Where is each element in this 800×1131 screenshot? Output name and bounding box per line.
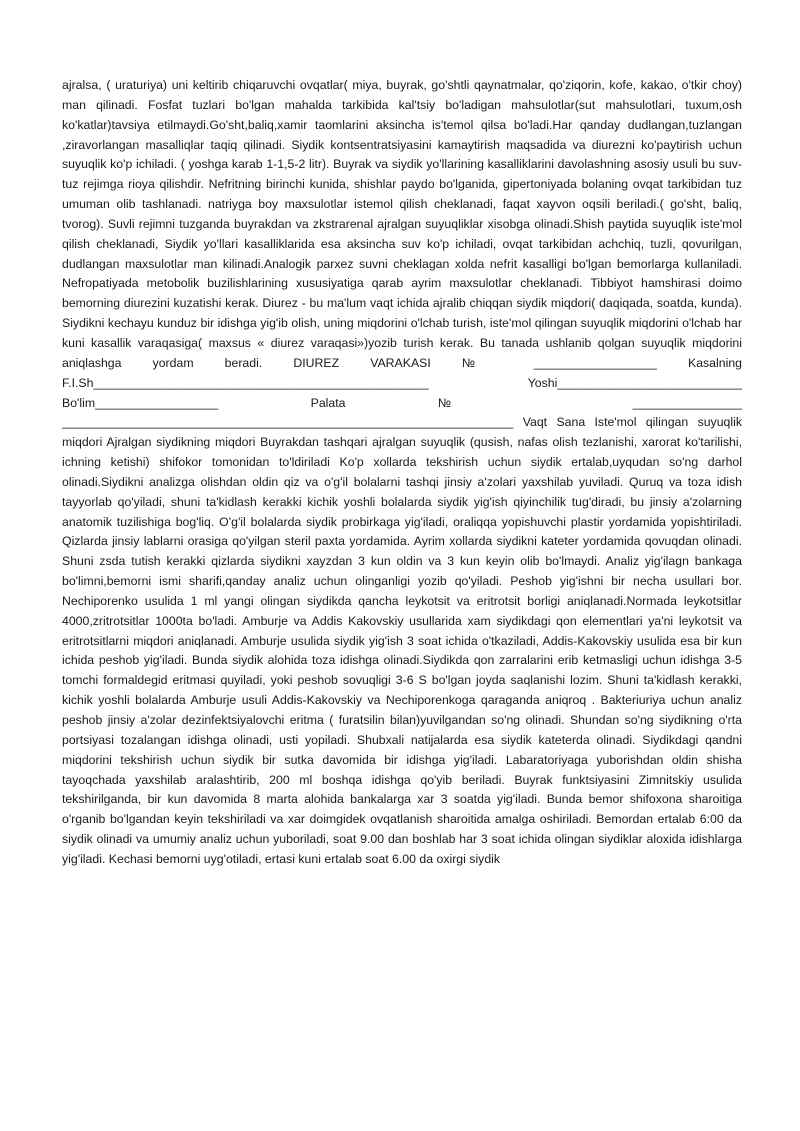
document-page bbox=[62, 76, 742, 870]
body-paragraph: ajralsa, ( uraturiya) uni keltirib chiqaruvchi ovqatlar( miya, buyrak, go'shtli qaynatmalar, qo'ziqorin, kofe, kakao, o'tkir choy) man qilinadi. Fosfat tuzlari bo'lgan mahalda tarkibida kal'tsiy bo'ladigan mahsulotlar(sut mahsulotlari, tuxum,osh ko'katlar)tavsiya etilmaydi.Go'sht,baliq,xamir taomlarini aksincha is'temol qilsa bo'ladi.Har qanday dudlangan,tuzlangan ,ziravorlangan masalliqlar taqiq qilinadi. Siydik kontsentratsiyasini kamaytirish maqsadida va diurezni ko'paytirish uchun suyuqlik ko'p ichiladi. ( yoshga karab 1-1,5-2 litr). Buyrak va siydik yo'llarining kasalliklarini davolashning asosiy usuli bu suv-tuz rejimga rioya qilishdir. Nefritning birinchi kunida, shishlar paydo bo'lganida, gipertoniyada bolaning ovqat tarkibidan tuz umuman olib tashlanadi. natriyga boy maxsulotlar istemol qilish cheklanadi, faqat xayvon oqsili beriladi.( go'sht, baliq, tvorog). Suvli rejimni tuzganda buyrakdan va zkstrarenal ajralgan suyuqliklar xisobga olinadi.Shish paytida suyuqlik iste'mol qilish cheklanadi, Siydik yo'llari kasalliklarida esa aksincha suv ko'p ichiladi, ovqat tarkibidan achchiq, tuzli, qovurilgan, dudlangan maxsulotlar man kilinadi.Analogik parxez suvni cheklagan xolda nefrit kasalligi bo'lgan bemorlarga kullaniladi. Nefropatiyada metobolik buzilishlarining xususiyatiga qarab ayrim maxsulotlar cheklanadi. Tibbiyot hamshirasi doimo bemorning diurezini kuzatishi kerak. Diurez - bu ma'lum vaqt ichida ajralib chiqqan siydik miqdori( daqiqada, soatda, kunda). Siydikni kechayu kunduz bir idishga yig'ib olish, uning miqdorini o'lchab turish, iste'mol qilingan suyuqlik miqdorini o'lchab har kuni kasallik varaqasiga( maxsus « diurez varaqasi»)yozib turish kerak. Bu tanada ushlanib qolgan suyuqlik miqdorini aniqlashga yordam beradi. DIUREZ VARAKASI № __________________ Kasalning F.I.Sh_________________________________________________ Yoshi___________________________ Bo'lim__________________ Palata № ________________ __________________________________________________________________ Vaqt Sana Iste'mol qilingan suyuqlik miqdori Ajralgan siydikning miqdori Buyrakdan tashqari ajralgan suyuqlik (qusish, nafas olish tezlanishi, xarorat ko'tarilishi, ichning ketishi) shifokor tomonidan to'ldiriladi Ko'p xollarda tekshirish uchun siydik ertalab,uyqudan so'ng darhol olinadi.Siydikni analizga olishdan oldin qiz va o'g'il bolalarni tashqi jinsiy a'zolari yaxshilab yuviladi. Quruq va toza idish tayyorlab qo'yiladi, shuni ta'kidlash kerakki kichik yoshli bolalarda siydik yig'ish qiyinchilik tug'diradi, bu jinsiy a'zolarning anatomik tuzilishiga bog'liq. O'g'il bolalarda siydik probirkaga yig'iladi, oraliqqa yopishuvchi plastir yordamida yopishtiriladi. Qizlarda jinsiy lablarni orasiga qo'yilgan steril paxta yordamida. Ayrim xollarda siydikni kateter yordamida qovuqdan olinadi. Shuni zsda tutish kerakki qizlarda siydikni xayzdan 3 kun oldin va 3 kun keyin olib bo'lmaydi. Analiz yig'ilagn bankaga bo'limni,bemorni ismi sharifi,qanday analiz uchun olinganligi yozib qo'yiladi. Peshob yig'ishni bir necha usullari bor. Nechiporenko usulida 1 ml yangi olingan siydikda qancha leykotsit va eritrotsit borligi aniqlanadi.Normada leykotsitlar 4000,zritrotsitlar 1000ta bo'ladi. Amburje va Addis Kakovskiy usullarida xam siydikdagi qon elementlari ya'ni leykotsit va eritrotsitlarni miqdori aniqlanadi. Amburje usulida siydik yig'ish 3 soat ichida o'tkaziladi, Addis-Kakovskiy usulida esa bir kun ichida peshob yig'iladi. Bunda siydik alohida toza idishga olinadi.Siydikda qon zarralarini erib ketmasligi uchun idishga 3-5 tomchi formaldegid eritmasi quyiladi, yoki peshob sovuqligi 3-6 S bo'lgan joyda saqlanishi lozim. Shuni ta'kidlash kerakki, kichik yoshli bolalarda Amburje usuli Addis-Kakovskiy va Nechiporenkoga qaraganda aniqroq . Bakteriuriya uchun analiz peshob jinsiy a'zolar dezinfektsiyalovchi eritma ( furatsilin bilan)yuvilgandan so'ng olinadi. Shundan so'ng siydikning o'rta portsiyasi tozalangan idishga olinadi, usti yopiladi. Shubxali natijalarda esa siydik kateterda olinadi. Siydikdagi qandni miqdorini tekshirish uchun siydik bir sutka davomida bir idishga yig'iladi. Labaratoriyaga yuborishdan oldin shisha tayoqchada yaxshilab aralashtirib, 200 ml boshqa idishga qo'yib beriladi. Buyrak funktsiyasini Zimnitskiy usulida tekshirilganda, bir kun davomida 8 marta alohida bankalarga xar 3 soatda yig'iladi. Bunda bemor shifoxona sharoitiga o'rganib bo'lgandan keyin tekshiriladi va xar doimgidek ovqatlanish sharoitida amalga oshiriladi. Bemordan ertalab 6:00 da siydik olinadi va umumiy analiz uchun yuboriladi, soat 9.00 dan boshlab har 3 soat ichida olingan siydiklar aloxida idishlarga yig'iladi. Kechasi bemorni uyg'otiladi, ertasi kuni ertalab soat 6.00 da oxirgi siydik bbox=[62, 78, 742, 866]
